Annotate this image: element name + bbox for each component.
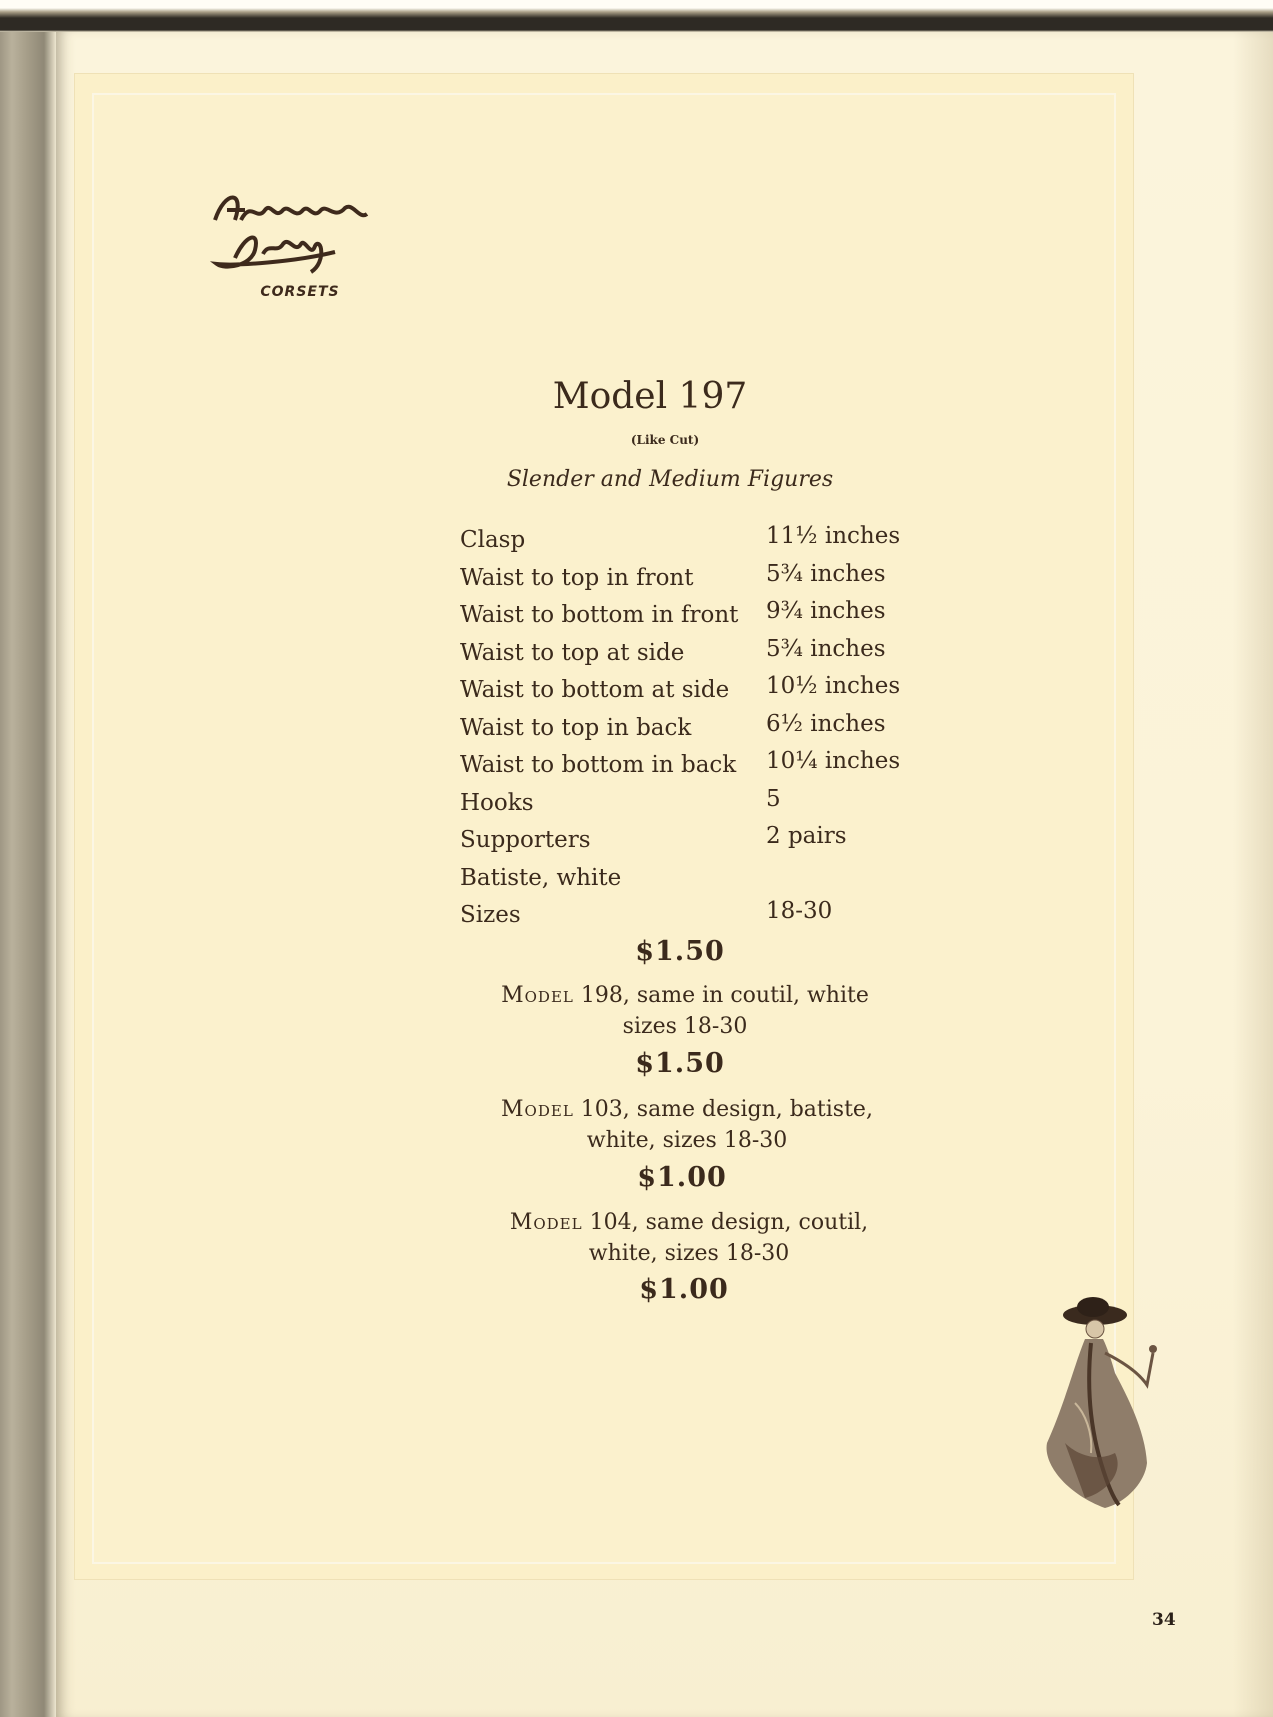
variant-line [467, 1094, 907, 1125]
variant-model-label: Model [509, 1210, 583, 1235]
variant-line-1: 198, same in coutil, white [580, 983, 869, 1008]
variant-description [465, 980, 905, 1042]
brand-logo-caption: CORSETS [260, 284, 340, 300]
spec-label: Hooks [460, 790, 534, 816]
spec-value: 6½ inches [766, 711, 886, 737]
variant-line-1: 104, same design, coutil, [589, 1210, 869, 1235]
spec-row [460, 523, 930, 563]
lady-figure-image [1035, 1293, 1165, 1513]
figure-type: Slender and Medium Figures [506, 467, 834, 492]
page-title: Model 197 [552, 376, 748, 417]
spec-label: Waist to bottom in front [460, 602, 739, 628]
spec-row [460, 673, 930, 713]
variant-line [469, 1207, 909, 1238]
spec-row [460, 636, 930, 676]
spec-label: Sizes [460, 902, 521, 928]
spec-value: 11½ inches [766, 523, 901, 549]
spec-value: 18-30 [766, 898, 833, 924]
spec-label: Batiste, white [460, 865, 622, 891]
lady-illustration [1035, 1293, 1165, 1513]
page-subtitle: (Like Cut) [630, 433, 700, 447]
spec-label: Waist to top at side [460, 640, 685, 666]
page-number: 34 [1152, 1610, 1176, 1630]
spec-row [460, 865, 930, 901]
spec-label: Waist to bottom at side [460, 677, 730, 703]
book-top-edge [0, 0, 1273, 32]
spec-label: Waist to bottom in back [460, 752, 737, 778]
price: $1.50 [635, 936, 725, 967]
variant-model-label: Model [501, 983, 574, 1008]
variant-price: $1.00 [639, 1274, 729, 1305]
spec-row [460, 598, 930, 638]
variant-line-2: sizes 18-30 [622, 1014, 748, 1039]
variant-line-1: 103, same design, batiste, [580, 1097, 873, 1122]
variant-line [465, 980, 905, 1011]
spec-label: Supporters [460, 827, 591, 853]
spec-row [460, 711, 930, 751]
variant-description [467, 1094, 907, 1156]
spec-label: Clasp [460, 527, 526, 553]
variant-line-2: white, sizes 18-30 [586, 1128, 788, 1153]
variant-price: $1.50 [635, 1048, 725, 1079]
page-curl-shadow [1233, 32, 1273, 1717]
spec-label: Waist to top in back [460, 715, 692, 741]
variant-price: $1.00 [637, 1162, 727, 1193]
spec-value: 2 pairs [766, 823, 847, 849]
variant-line-2: white, sizes 18-30 [588, 1241, 790, 1266]
spec-value: 10¼ inches [766, 748, 901, 774]
spec-value: 10½ inches [766, 673, 901, 699]
brand-logo [205, 180, 375, 306]
spec-row [460, 823, 930, 863]
variant-model-label: Model [501, 1097, 574, 1122]
variant-description [469, 1207, 909, 1269]
spec-row [460, 786, 930, 826]
spec-value: 9¾ inches [766, 598, 886, 624]
spec-row [460, 898, 930, 938]
spec-value: 5 [766, 786, 781, 812]
spec-label: Waist to top in front [460, 565, 694, 591]
spec-row [460, 748, 930, 788]
spec-value: 5¾ inches [766, 561, 886, 587]
spec-row [460, 561, 930, 601]
spec-value: 5¾ inches [766, 636, 886, 662]
